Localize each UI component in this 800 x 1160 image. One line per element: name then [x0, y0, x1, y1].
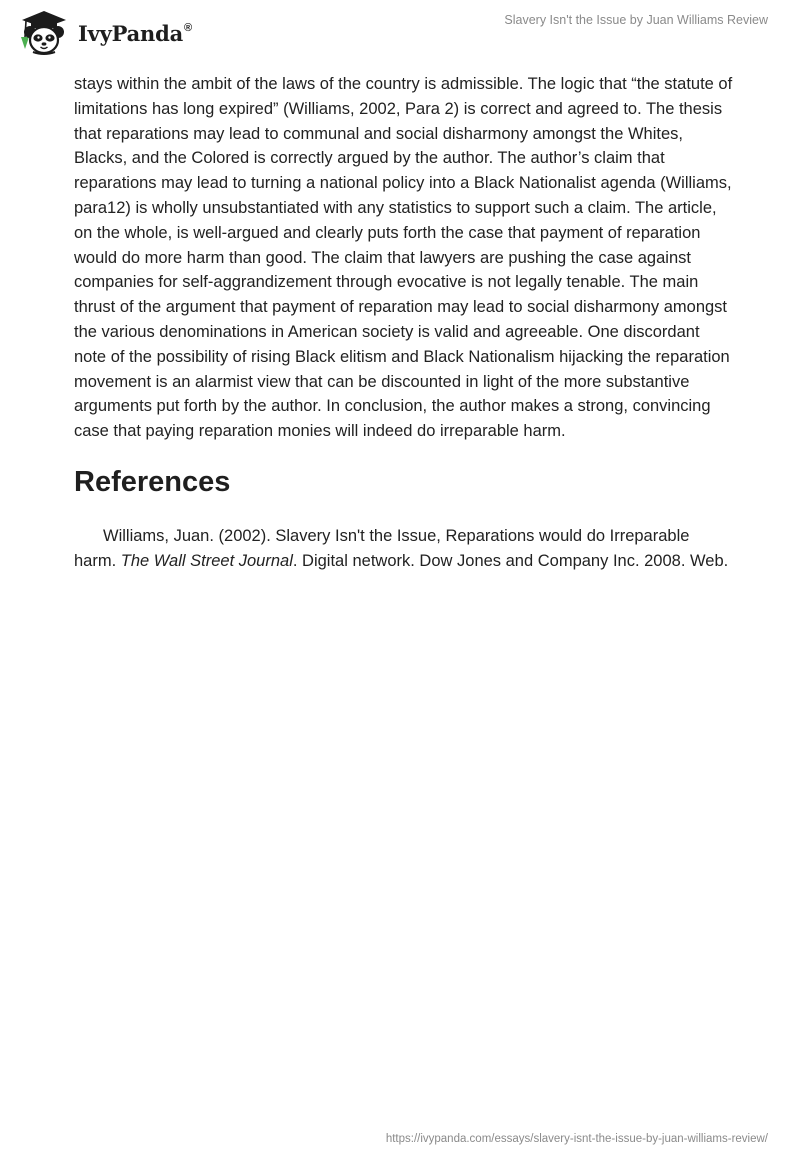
reference-text-part1: Williams, Juan. (2002). Slavery Isn't the Issue, Reparations would do Irreparable harm. [74, 526, 690, 570]
logo-wordmark: IvyPanda® [78, 20, 192, 46]
reference-text-part2: . Digital network. Dow Jones and Company Inc. 2008. Web. [292, 551, 729, 570]
ivypanda-logo[interactable] [14, 8, 192, 56]
reference-journal: The Wall Street Journal [120, 551, 293, 570]
page-header [0, 0, 800, 62]
references-heading: References [74, 465, 231, 498]
body-paragraph: stays within the ambit of the laws of the country is admissible. The logic that “the statute of limitations has long expired” (Williams, 2002, Para 2) is correct and agreed to. The thesis that reparations may lead to communal and social disharmony amongst the Whites, Blacks, and the Colored is correctly argued by the author. The author’s claim that reparations may lead to turning a national policy into a Black Nationalist agenda (Williams, para12) is wholly unsubstantiated with any statistics to support such a claim. The article, on the whole, is well-argued and clearly puts forth the case that payment of reparation would do more harm than good. The claim that lawyers are pushing the case against companies for self-aggrandizement through evocative is not legally tenable. The main thrust of the argument that payment of reparation may lead to social disharmony amongst the various denominations in American society is valid and agreeable. One discordant note of the possibility of rising Black elitism and Black Nationalism hijacking the reparation movement is an alarmist view that can be discounted in light of the more substantive arguments put forth by the author. In conclusion, the author makes a strong, convincing case that paying reparation monies will indeed do irreparable harm. [74, 75, 733, 441]
panda-graduate-icon [14, 8, 72, 56]
essay-content [74, 72, 734, 574]
footer-url[interactable]: https://ivypanda.com/essays/slavery-isnt-the-issue-by-juan-williams-review/ [385, 1133, 768, 1145]
document-title: Slavery Isn't the Issue by Juan Williams Review [504, 13, 768, 27]
reference-entry [74, 524, 734, 574]
